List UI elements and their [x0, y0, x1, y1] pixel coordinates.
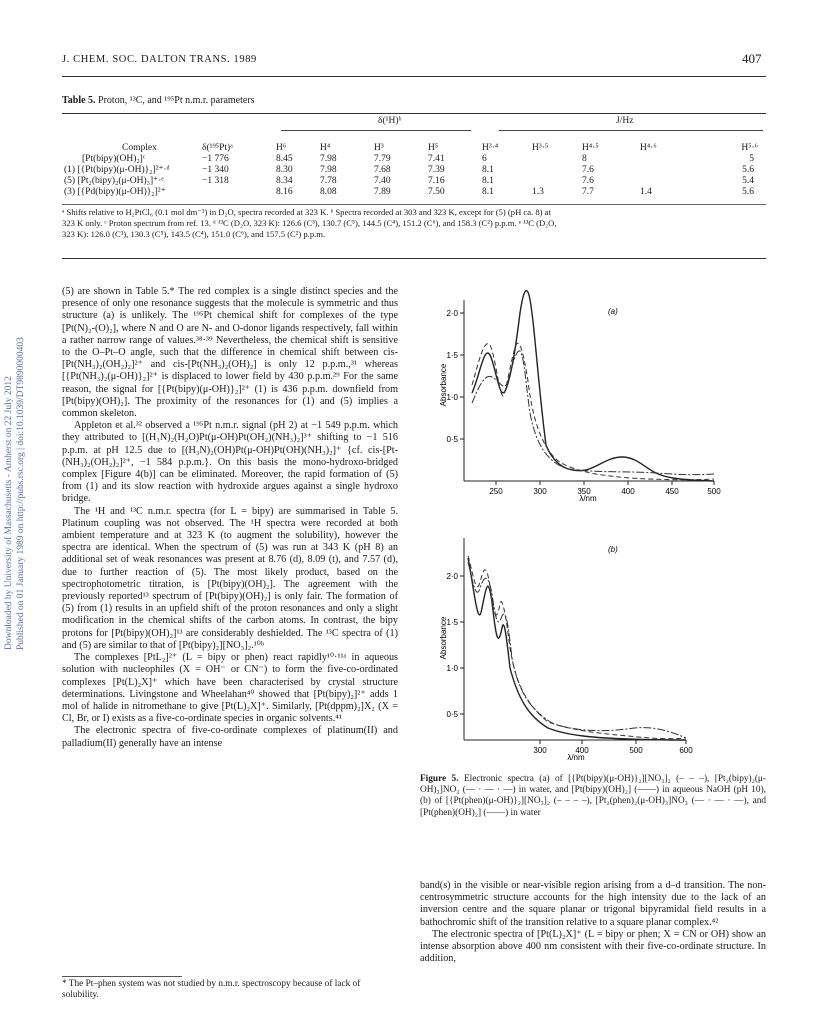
x-tick-label: 450: [665, 487, 679, 496]
table-cell: 8.34: [276, 175, 293, 186]
footnote-rule: [62, 976, 182, 977]
table-cell: (3) [{Pd(bipy)(μ-OH)}₂]²⁺: [64, 187, 166, 197]
table-cell: (5) [Pt₂(bipy)₂(μ-OH)₃]⁺·ᵉ: [64, 176, 164, 186]
y-axis-label: Absorbance: [439, 363, 448, 407]
figure-caption-text: Electronic spectra (a) of [{Pt(bipy)(μ-OH)}₂][NO₃]₂ (– – –), [Pt₂(bipy)₂(μ-OH)₃]NO₃ (— · — · —) in water, and [Pt(bipy)(OH)₂] (——) in aqueous NaOH (pH 10), (b) of [{Pt(phen)(μ-OH)}₂][NO₃]₂ (– – – –), [Pt₂(phen)₂(μ-OH)₃]NO₃ (— · — · —), and [Pt(phen)(OH)₂] (——) in water: [420, 774, 767, 818]
table-cell: 7.6: [582, 164, 594, 175]
figure-caption: [420, 774, 766, 819]
table-cell: [530, 153, 580, 164]
table-row: [62, 164, 766, 175]
table-cell: 7.39: [428, 164, 445, 175]
col-header: H⁶: [276, 142, 287, 153]
page-number: 407: [742, 51, 762, 66]
curve-dashdot-b: [468, 562, 686, 738]
spectrum-panel-b: [408, 528, 768, 778]
curve-dashed-b: [468, 556, 686, 739]
curve-solid-b: [468, 558, 686, 740]
body-paragraph: The electronic spectra of five-co-ordinate complexes of platinum(II) and palladium(II) generally have an intense: [62, 725, 398, 749]
table-title-text: Proton, ¹³C, and ¹⁹⁵Pt n.m.r. parameters: [95, 95, 255, 106]
table-cell: 5.6: [742, 186, 754, 197]
table-cell: [638, 153, 696, 164]
table-cell: 8.16: [276, 186, 293, 197]
body-paragraph: The electronic spectra of [Pt(L)₂X]⁺ (L = bipy or phen; X = CN or OH) show an intense absorption above 400 nm consistent with their five-co-ordinate structure. In addition,: [420, 928, 766, 965]
table-bottom-rule: [62, 204, 766, 205]
table-cell: 7.89: [374, 186, 391, 197]
table-cell: 8.45: [276, 153, 293, 164]
table-title-label: Table 5.: [62, 95, 96, 106]
table-cell: 7.98: [320, 164, 337, 175]
table-cell: 5.6: [742, 164, 754, 175]
table-cell: 1.4: [640, 186, 652, 197]
table-footnote: 323 K): 126.0 (C³), 130.3 (C⁵), 143.5 (C⁴), 151.0 (C⁶), and 157.5 (C²) p.p.m.: [62, 229, 326, 239]
y-tick-label: 1·0: [446, 664, 458, 673]
col-header: H³·⁵: [532, 142, 549, 153]
panel-label: (a): [608, 307, 618, 316]
x-tick-label: 400: [575, 746, 589, 755]
table-cell: 7.40: [374, 175, 391, 186]
y-tick-label: 1·0: [446, 393, 458, 402]
col-header: H³·⁴: [482, 142, 499, 153]
y-axis-label: Absorbance: [439, 616, 448, 660]
table-cell: −1 318: [202, 175, 229, 186]
download-notice: Downloaded by University of Massachusetts - Amherst on 22 July 2012: [4, 376, 14, 650]
table-title: [62, 95, 255, 106]
nmr-table: [62, 142, 766, 197]
table-cell: [Pt(bipy)(OH)₂]ᶜ: [82, 153, 146, 164]
table-cell: [200, 186, 274, 197]
table-footnotes: [62, 207, 766, 240]
curve-dashed-a: [472, 343, 714, 480]
right-column: [420, 880, 766, 965]
y-tick-label: 2·0: [446, 572, 458, 581]
table-cell: 1.3: [532, 186, 544, 197]
col-header: H⁵: [428, 142, 439, 153]
x-tick-label: 350: [577, 487, 591, 496]
table-cell: 7.50: [428, 186, 445, 197]
body-paragraph: Appleton et al.³² observed a ¹⁹⁵Pt n.m.r. signal (pH 2) at −1 549 p.p.m. which they attributed to [(H₃N)₂(H₂O)Pt(μ-OH)Pt(OH₂)(NH₃)₂]³⁺ shifting to −1 516 p.p.m. at pH 12.5 due to [(H₃N)₂(OH)Pt(μ-OH)Pt(OH)(NH₃)₂]⁺ {cf. cis-[Pt-(NH₃)₂(OH₂)₂]²⁺, −1 584 p.p.m.}. On this basis the mono-hydroxo-bridged complex [Figure 4(b)] can be eliminated. Moreover, the rapid formation of (5) from (1) and its slow reaction with hydroxide argues against a single hydroxo bridge.: [62, 420, 398, 505]
y-tick-label: 0·5: [446, 435, 458, 444]
table-row: [62, 153, 766, 164]
table-cell: 7.16: [428, 175, 445, 186]
table-cell: 8.1: [482, 175, 494, 186]
group-rule-shift: [281, 130, 471, 131]
left-column: [62, 286, 398, 750]
table-header-row: [62, 142, 766, 153]
y-tick-label: 0·5: [446, 710, 458, 719]
x-tick-label: 500: [629, 746, 643, 755]
y-tick-label: 1·5: [446, 618, 458, 627]
table-cell: 8: [582, 153, 587, 164]
x-axis-label: λ/nm: [567, 753, 585, 762]
table-top-rule: [62, 113, 766, 114]
x-tick-label: 300: [533, 746, 547, 755]
table-cell: 8.1: [482, 186, 494, 197]
group-rule-j: [499, 130, 763, 131]
table-cell: (1) [{Pt(bipy)(μ-OH)}₂]²⁺·ᵈ: [64, 165, 170, 175]
table-cell: 7.6: [582, 175, 594, 186]
x-tick-label: 300: [533, 487, 547, 496]
table-cell: 8.30: [276, 164, 293, 175]
figure-caption-label: Figure 5.: [420, 774, 459, 784]
col-header: H⁴·⁵: [582, 142, 599, 153]
x-axis-label: λ/nm: [579, 494, 597, 503]
table-cell: 6: [482, 153, 487, 164]
table-cell: [530, 164, 580, 175]
spectrum-panel-a: [408, 285, 768, 525]
x-tick-label: 400: [621, 487, 635, 496]
left-footnote: * The Pt–phen system was not studied by n.m.r. spectroscopy because of lack of solubility.: [62, 979, 361, 1000]
table-cell: 8.08: [320, 186, 337, 197]
table-cell: [638, 175, 696, 186]
col-header: H⁴: [320, 142, 331, 153]
group-label-j: J/Hz: [616, 116, 634, 126]
body-paragraph: The complexes [PtL₂]²⁺ (L = bipy or phen) react rapidly¹⁰·¹¹ᵃ in aqueous solution with nucleophiles (X = OH⁻ or CN⁻) to form the five-co-ordinated complexes [Pt(L)₂X]⁺ which have been characterised by crystal structure determinations. Livingstone and Wheelahan⁴⁰ showed that [Pt(bipy)₂]²⁺ adds 1 mol of halide in nitromethane to give [Pt(L)₂X]⁺. Similarly, [Pt(dppm)₂]X₂ (X = Cl, Br, or I) exists as a five-co-ordinate species in organic solvents.⁴¹: [62, 652, 398, 725]
col-header: H⁴·⁶: [640, 142, 657, 153]
table-cell: 7.7: [582, 186, 594, 197]
body-paragraph: band(s) in the visible or near-visible region arising from a d–d transition. The non-centrosymmetric structure accounts for the high intensity due to the lack of an inversion centre and the square planar or trigonal bipyramidal field results in a bathochromic shift of the transition relative to a square planar complex.⁴²: [420, 880, 766, 928]
table-end-rule: [62, 258, 766, 259]
table-cell: 5.4: [742, 175, 754, 186]
col-header: H³: [374, 142, 384, 153]
x-tick-label: 500: [707, 487, 721, 496]
x-tick-label: 250: [489, 487, 503, 496]
table-footnote: 323 K only. ᶜ Proton spectrum from ref. 13. ᵈ ¹³C (D₂O, 323 K): 126.6 (C³), 130.7 (C⁵), 144.5 (C⁴), 151.2 (C⁶), and 158.3 (C²) p.p.m. ᵉ ¹³C (D₂O,: [62, 218, 557, 228]
table-row: [62, 175, 766, 186]
table-cell: 5: [749, 153, 754, 164]
curve-dashdot-a: [472, 351, 714, 475]
x-tick-label: 600: [679, 746, 693, 755]
table-cell: 7.79: [374, 153, 391, 164]
table-cell: −1 340: [202, 164, 229, 175]
table-cell: 7.98: [320, 153, 337, 164]
panel-label: (b): [608, 545, 618, 554]
table-cell: [638, 164, 696, 175]
table-cell: 7.78: [320, 175, 337, 186]
col-header: H⁵·⁶: [741, 142, 758, 153]
table-row: [62, 186, 766, 197]
table-cell: [530, 175, 580, 186]
curve-solid-a: [472, 291, 714, 481]
body-paragraph: (5) are shown in Table 5.* The red complex is a single distinct species and the presence of only one resonance suggests that the molecule is symmetric and thus structure (a) is unlikely. The ¹⁹⁵Pt chemical shift for complexes of the type [Pt(N)₂-(O)₂], where N and O are N- and O-donor ligands respectively, fall within a rather narrow range of values.³⁸·³⁹ Nevertheless, the chemical shift is sensitive to the O–Pt–O angle, such that the difference in chemical shift between cis-[Pt(NH₃)₂(OH₂)₂]²⁺ and cis-[Pt(NH₃)₂(OH)₂] is only 12 p.p.m.,³¹ whereas [{Pt(NH₃)₂(μ-OH)}₂]²⁺ is displaced to lower field by 430 p.p.m.²⁹ For the same reason, the signal for [{Pt(bipy)(μ-OH)}₂]²⁺ (1) is 436 p.p.m. downfield from [Pt(bipy)(OH)₂]. The proximity of the resonances for (1) and (5) implies a common skeleton.: [62, 286, 398, 420]
header-rule: [62, 76, 766, 77]
table-cell: −1 776: [202, 153, 229, 164]
table-cell: 7.68: [374, 164, 391, 175]
body-paragraph: The ¹H and ¹³C n.m.r. spectra (for L = bipy) are summarised in Table 5. Platinum coupling was not observed. The ¹H spectra were recorded at both ambient temperature and at 323 K (to augment the solubility), however the spectra are identical. When the spectrum of (5) was run at 343 K (pH 8) an additional set of weak resonances was present at 8.76 (d), 8.09 (t), and 7.57 (d), due to further reaction of (5). The most likely product, based on the spectrophotometric titration, is [Pt(bipy)(OH)₂]. The agreement with the previously reported¹³ spectrum of [Pt(bipy)(OH)₂] is only fair. The formation of (5) from (1) results in an upfield shift of the proton resonances and only a slight modification in the chemical shifts of the carbon atoms. In contrast, the bipy protons for [Pt(bipy)(OH)₂]¹³ are considerably deshielded. The ¹³C spectra of (1) and (5) are similar to that of [Pt(bipy)₂][NO₃]₂.¹⁰ᵇ: [62, 505, 398, 651]
col-header: Complex: [122, 142, 157, 153]
journal-header: J. CHEM. SOC. DALTON TRANS. 1989: [62, 54, 257, 65]
col-header: δ(¹⁹⁵Pt)ᵃ: [202, 142, 233, 153]
y-tick-label: 2·0: [446, 309, 458, 318]
publish-notice: Published on 01 January 1989 on http://pubs.rsc.org | doi:10.1039/DT9890000403: [16, 337, 26, 650]
y-tick-label: 1·5: [446, 351, 458, 360]
group-label-shift: δ(¹H)ᵇ: [378, 116, 402, 126]
table-footnote: ᵃ Shifts relative to H₂PtCl₆ (0.1 mol dm⁻³) in D₂O, spectra recorded at 323 K. ᵇ Spectra recorded at 303 and 323 K, except for (5) (pH ca. 8) at: [62, 207, 551, 217]
side-watermark: [4, 270, 26, 650]
table-cell: 8.1: [482, 164, 494, 175]
table-cell: 7.41: [428, 153, 445, 164]
